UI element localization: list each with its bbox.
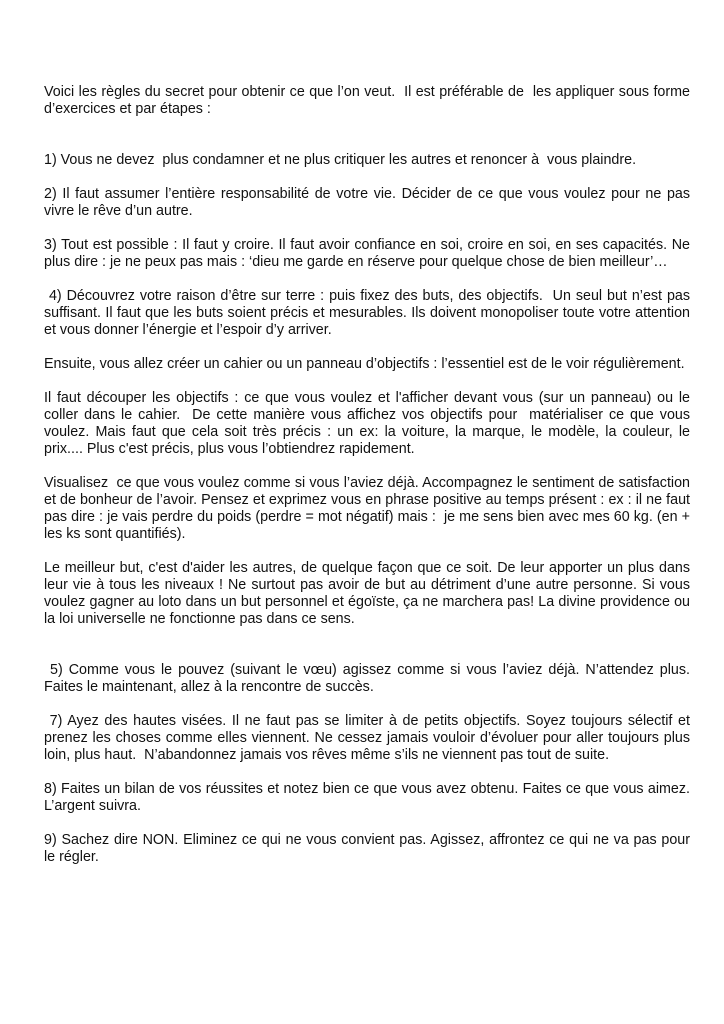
rule-1-paragraph: 1) Vous ne devez plus condamner et ne plus critiquer les autres et renoncer à vous plaindre.: [44, 152, 637, 168]
rule-5-paragraph: 5) Comme vous le pouvez (suivant le vœu) agissez comme si vous l’aviez déjà. N’attendez plus. Faites le maintenant, allez à la rencontre de succès.: [44, 662, 694, 695]
rule-4-paragraph: 4) Découvrez votre raison d’être sur terre : puis fixez des buts, des objectifs. Un seul but n’est pas suffisant. Il faut que les buts soient précis et mesurables. Ils doivent monopoliser toute votre attention et vous donner l’énergie et l’espoir d’y arriver.: [44, 288, 694, 338]
visualize-paragraph: Visualisez ce que vous voulez comme si vous l’aviez déjà. Accompagnez le sentiment de satisfaction et de bonheur de l’avoir. Pensez et exprimez vous en phrase positive au temps présent : ex : il ne faut pas dire : je vais perdre du poids (perdre = mot négatif) mais : je me sens bien avec mes 60 kg. (en + les ks sont quantifiés).: [44, 475, 698, 542]
rule-3-paragraph: 3) Tout est possible : Il faut y croire. Il faut avoir confiance en soi, croire en soi, en ses capacités. Ne plus dire : je ne peux pas mais : ‘dieu me garde en réserve pour quelque chose de bien meilleur’…: [44, 237, 694, 270]
intro-paragraph: Voici les règles du secret pour obtenir ce que l’on veut. Il est préférable de les appliquer sous forme d’exercices et par étapes :: [44, 84, 694, 117]
rule-9-paragraph: 9) Sachez dire NON. Eliminez ce qui ne vous convient pas. Agissez, affrontez ce qui ne va pas pour le régler.: [44, 832, 694, 865]
best-goal-paragraph: Le meilleur but, c'est d'aider les autres, de quelque façon que ce soit. De leur apporter un plus dans leur vie à tous les niveaux ! Ne surtout pas avoir de but au détriment d’une autre personne. Si vous voulez gagner au loto dans un but personnel et égoïste, ça ne marchera pas! La divine providence ou la loi universelle ne fonctionne pas dans ce sens.: [44, 560, 694, 627]
document-page: [44, 84, 698, 883]
rule-7-paragraph: 7) Ayez des hautes visées. Il ne faut pas se limiter à de petits objectifs. Soyez toujours sélectif et prenez les choses comme elles viennent. Ne cessez jamais vouloir d’évoluer pour aller toujours plus loin, plus haut. N’abandonnez jamais vos rêves même s’ils ne viennent pas tout de suite.: [44, 713, 694, 763]
objectives-paragraph: Il faut découper les objectifs : ce que vous voulez et l'afficher devant vous (sur un panneau) ou le coller dans le cahier. De cette manière vous affichez vos objectifs pour matérialiser ce que vous voulez. Mais faut que cela soit très précis : un ex: la voiture, la marque, le modèle, la couleur, le prix.... Plus c'est précis, plus vous l’obtiendrez rapidement.: [44, 390, 694, 457]
rule-2-paragraph: 2) Il faut assumer l’entière responsabilité de votre vie. Décider de ce que vous voulez pour ne pas vivre le rêve d’un autre.: [44, 186, 694, 219]
rule-8-paragraph: 8) Faites un bilan de vos réussites et notez bien ce que vous avez obtenu. Faites ce que vous aimez. L’argent suivra.: [44, 781, 694, 814]
notebook-paragraph: Ensuite, vous allez créer un cahier ou un panneau d’objectifs : l’essentiel est de le voir régulièrement.: [44, 356, 685, 372]
